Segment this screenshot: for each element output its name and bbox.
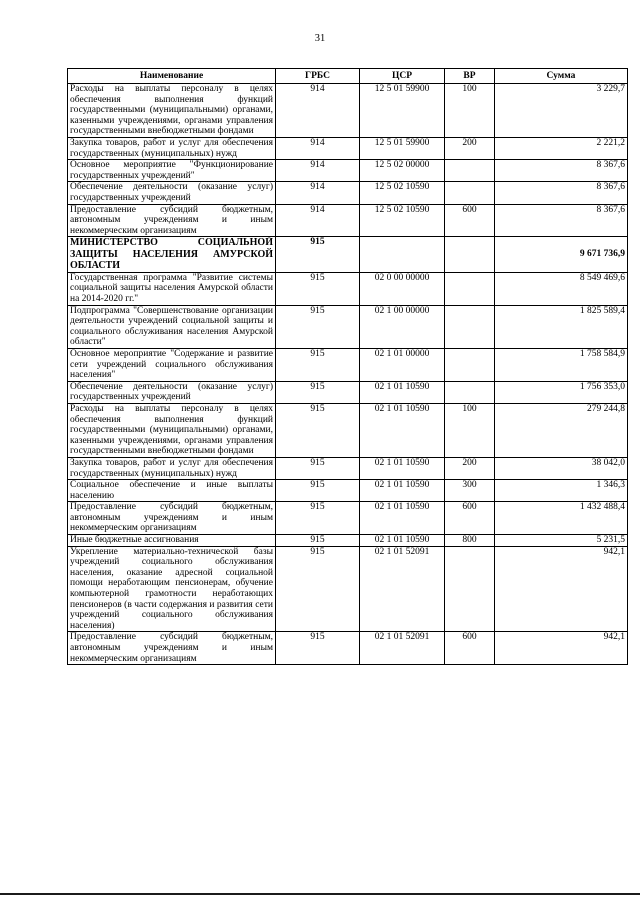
row-vr: 600 xyxy=(445,204,495,237)
row-name: Расходы на выплаты персоналу в целях обеспечения выполнения функций государственными (муниципальными) органами, казенными учреждениями, органами управления государственными внебюджетными фондами xyxy=(68,84,276,138)
row-grbs: 914 xyxy=(276,137,360,159)
row-name: Укрепление материально-технической базы учреждений социального обслуживания населения, оказание адресной социальной помощи неработающим пенсионерам, обучение компьютерной грамотности неработающих пенсионеров (в части содержания и развития сети учреждений социального обслуживания населения) xyxy=(68,546,276,632)
row-name: Предоставление субсидий бюджетным, автономным учреждениям и иным некоммерческим организациям xyxy=(68,632,276,665)
row-grbs: 915 xyxy=(276,502,360,535)
row-sum: 9 671 736,9 xyxy=(495,237,628,273)
table-row xyxy=(68,272,628,305)
row-sum: 8 367,6 xyxy=(495,160,628,182)
row-grbs: 915 xyxy=(276,272,360,305)
row-sum: 942,1 xyxy=(495,546,628,632)
row-vr: 600 xyxy=(445,632,495,665)
header-sum: Сумма xyxy=(495,69,628,84)
row-vr: 200 xyxy=(445,457,495,479)
row-name: Расходы на выплаты персоналу в целях обеспечения выполнения функций государственными (муниципальными) органами, казенными учреждениями, органами управления государственными внебюджетными фондами xyxy=(68,403,276,457)
row-name: Социальное обеспечение и иные выплаты населению xyxy=(68,480,276,502)
row-sum: 8 367,6 xyxy=(495,204,628,237)
table-row xyxy=(68,535,628,547)
header-name: Наименование xyxy=(68,69,276,84)
row-grbs: 915 xyxy=(276,457,360,479)
table-row xyxy=(68,632,628,665)
row-grbs: 915 xyxy=(276,348,360,381)
row-csr: 02 1 01 10590 xyxy=(360,381,445,403)
row-csr: 02 1 00 00000 xyxy=(360,305,445,348)
table-row xyxy=(68,305,628,348)
row-csr: 02 0 00 00000 xyxy=(360,272,445,305)
row-grbs: 915 xyxy=(276,546,360,632)
row-sum: 5 231,5 xyxy=(495,535,628,547)
scan-bottom-edge xyxy=(0,893,640,895)
row-sum: 1 346,3 xyxy=(495,480,628,502)
row-vr xyxy=(445,546,495,632)
table-row xyxy=(68,480,628,502)
row-sum: 3 229,7 xyxy=(495,84,628,138)
row-vr xyxy=(445,348,495,381)
row-name: Государственная программа "Развитие системы социальной защиты населения Амурской области на 2014-2020 гг." xyxy=(68,272,276,305)
row-name: Основное мероприятие "Функционирование государственных учреждений" xyxy=(68,160,276,182)
row-sum: 1 758 584,9 xyxy=(495,348,628,381)
row-vr xyxy=(445,305,495,348)
row-csr: 12 5 02 10590 xyxy=(360,204,445,237)
table-body xyxy=(68,84,628,665)
row-csr: 12 5 01 59900 xyxy=(360,137,445,159)
row-vr: 800 xyxy=(445,535,495,547)
row-name: Закупка товаров, работ и услуг для обеспечения государственных (муниципальных) нужд xyxy=(68,137,276,159)
row-sum: 1 825 589,4 xyxy=(495,305,628,348)
row-vr: 600 xyxy=(445,502,495,535)
row-vr: 300 xyxy=(445,480,495,502)
row-vr xyxy=(445,160,495,182)
row-name: Основное мероприятие "Содержание и развитие сети учреждений социального обслуживания населения" xyxy=(68,348,276,381)
row-grbs: 914 xyxy=(276,204,360,237)
row-grbs: 915 xyxy=(276,403,360,457)
table-row xyxy=(68,502,628,535)
row-vr: 200 xyxy=(445,137,495,159)
table-row xyxy=(68,137,628,159)
row-grbs: 914 xyxy=(276,182,360,204)
table-row xyxy=(68,457,628,479)
row-name: Иные бюджетные ассигнования xyxy=(68,535,276,547)
row-grbs: 915 xyxy=(276,535,360,547)
row-csr: 02 1 01 10590 xyxy=(360,403,445,457)
table-row xyxy=(68,237,628,273)
table-row xyxy=(68,84,628,138)
row-vr xyxy=(445,237,495,273)
row-csr: 02 1 01 10590 xyxy=(360,480,445,502)
table-row xyxy=(68,403,628,457)
row-grbs: 914 xyxy=(276,84,360,138)
row-name: Подпрограмма "Совершенствование организации деятельности учреждений социальной защиты и социального обслуживания населения Амурской области" xyxy=(68,305,276,348)
row-vr: 100 xyxy=(445,84,495,138)
row-grbs: 915 xyxy=(276,480,360,502)
row-csr: 02 1 01 10590 xyxy=(360,535,445,547)
row-sum: 1 432 488,4 xyxy=(495,502,628,535)
row-sum: 1 756 353,0 xyxy=(495,381,628,403)
row-name: МИНИСТЕРСТВО СОЦИАЛЬНОЙ ЗАЩИТЫ НАСЕЛЕНИЯ АМУРСКОЙ ОБЛАСТИ xyxy=(68,237,276,273)
row-grbs: 915 xyxy=(276,381,360,403)
row-grbs: 915 xyxy=(276,305,360,348)
row-name: Обеспечение деятельности (оказание услуг) государственных учреждений xyxy=(68,182,276,204)
page-number: 31 xyxy=(314,33,326,44)
table-row xyxy=(68,348,628,381)
row-grbs: 914 xyxy=(276,160,360,182)
row-sum: 942,1 xyxy=(495,632,628,665)
table-row xyxy=(68,182,628,204)
row-sum: 8 367,6 xyxy=(495,182,628,204)
header-vr: ВР xyxy=(445,69,495,84)
row-csr: 02 1 01 52091 xyxy=(360,632,445,665)
row-csr: 02 1 01 10590 xyxy=(360,457,445,479)
row-grbs: 915 xyxy=(276,632,360,665)
row-name: Закупка товаров, работ и услуг для обеспечения государственных (муниципальных) нужд xyxy=(68,457,276,479)
header-grbs: ГРБС xyxy=(276,69,360,84)
row-name: Предоставление субсидий бюджетным, автономным учреждениям и иным некоммерческим организациям xyxy=(68,204,276,237)
table-row xyxy=(68,160,628,182)
table-header-row xyxy=(68,69,628,84)
row-sum: 38 042,0 xyxy=(495,457,628,479)
row-vr xyxy=(445,381,495,403)
row-vr xyxy=(445,272,495,305)
row-grbs: 915 xyxy=(276,237,360,273)
row-vr: 100 xyxy=(445,403,495,457)
row-csr: 12 5 02 10590 xyxy=(360,182,445,204)
row-csr: 02 1 01 00000 xyxy=(360,348,445,381)
row-name: Обеспечение деятельности (оказание услуг) государственных учреждений xyxy=(68,381,276,403)
row-vr xyxy=(445,182,495,204)
row-sum: 279 244,8 xyxy=(495,403,628,457)
row-csr: 12 5 01 59900 xyxy=(360,84,445,138)
row-name: Предоставление субсидий бюджетным, автономным учреждениям и иным некоммерческим организациям xyxy=(68,502,276,535)
row-sum: 2 221,2 xyxy=(495,137,628,159)
row-csr xyxy=(360,237,445,273)
row-csr: 02 1 01 52091 xyxy=(360,546,445,632)
budget-table xyxy=(67,68,628,665)
table-row xyxy=(68,381,628,403)
header-csr: ЦСР xyxy=(360,69,445,84)
table-row xyxy=(68,546,628,632)
row-csr: 02 1 01 10590 xyxy=(360,502,445,535)
table-row xyxy=(68,204,628,237)
row-csr: 12 5 02 00000 xyxy=(360,160,445,182)
row-sum: 8 549 469,6 xyxy=(495,272,628,305)
